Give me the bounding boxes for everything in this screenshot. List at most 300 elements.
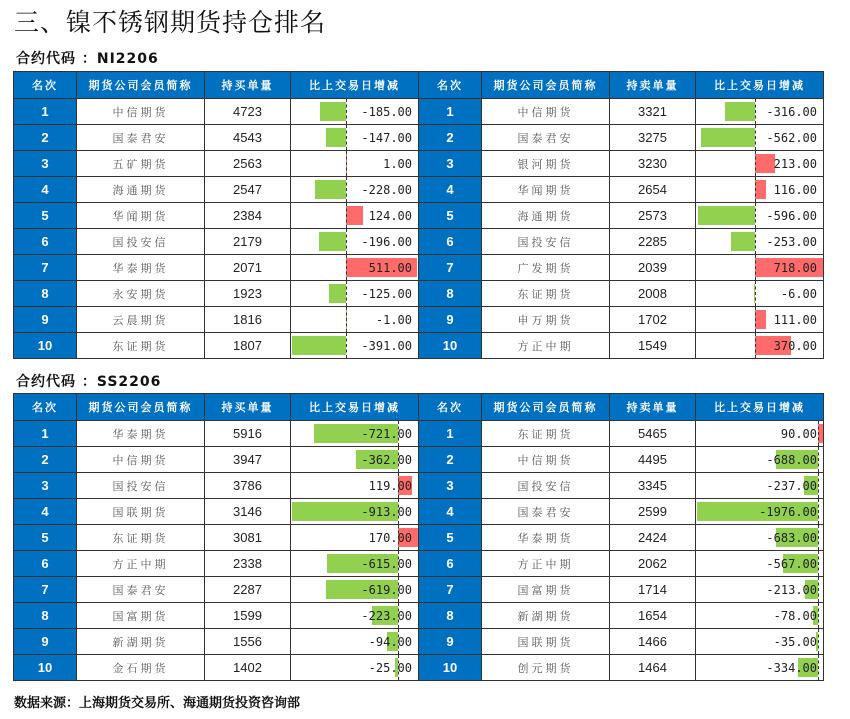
member-name-cell: 申万期货 [482,307,610,333]
table-row [14,421,419,447]
zero-axis-line [346,99,347,124]
quantity-cell: 3947 [205,447,291,473]
change-value: -147.00 [361,130,412,145]
quantity-cell: 2285 [610,229,696,255]
change-cell [696,151,824,177]
table-row [419,577,824,603]
rank-cell: 1 [14,99,77,125]
table-row [419,281,824,307]
quantity-cell: 2179 [205,229,291,255]
zero-axis-line [346,177,347,202]
header-qty: 持买单量 [205,72,291,99]
zero-axis-line [346,307,347,332]
quantity-cell: 1807 [205,333,291,359]
member-name-cell: 国投安信 [482,229,610,255]
rank-cell: 1 [14,421,77,447]
table-row [419,525,824,551]
quantity-cell: 3345 [610,473,696,499]
table-row [419,447,824,473]
header-change: 比上交易日增减 [291,72,419,99]
change-cell [291,99,419,125]
rank-cell: 3 [14,473,77,499]
change-cell [696,99,824,125]
change-value: -223.00 [361,608,412,623]
change-value: -94.00 [368,634,412,649]
change-cell [696,307,824,333]
change-cell [696,525,824,551]
change-value: 511.00 [368,260,412,275]
zero-axis-line [755,203,756,228]
table-row [14,255,419,281]
member-name-cell: 华泰期货 [77,255,205,281]
decrease-bar [326,128,346,147]
rank-cell: 8 [419,603,482,629]
change-cell [696,229,824,255]
change-cell [291,551,419,577]
header-rank: 名次 [14,394,77,421]
change-value: 90.00 [780,426,817,441]
table-row [14,125,419,151]
rank-cell: 3 [419,473,482,499]
table-row [14,151,419,177]
table-row [419,151,824,177]
rank-cell: 6 [14,551,77,577]
contract-label-ni: 合约代码 ：NI2206 [16,51,159,67]
zero-axis-line [755,125,756,150]
change-value: -35.00 [773,634,817,649]
quantity-cell: 1599 [205,603,291,629]
decrease-bar [698,206,755,225]
quantity-cell: 3786 [205,473,291,499]
member-name-cell: 银河期货 [482,151,610,177]
change-value: -567.00 [766,556,817,571]
change-cell [291,177,419,203]
rank-cell: 4 [419,177,482,203]
member-name-cell: 金石期货 [77,655,205,681]
table-row [14,333,419,359]
increase-bar [755,180,766,199]
change-value: -362.00 [361,452,412,467]
change-value: -253.00 [766,234,817,249]
rank-cell: 8 [14,603,77,629]
table-row [419,125,824,151]
quantity-cell: 2039 [610,255,696,281]
change-cell [696,603,824,629]
table-row [419,603,824,629]
change-value: -213.00 [766,582,817,597]
ss-long-position-table [13,393,419,681]
table-row [14,229,419,255]
table-row [419,421,824,447]
rank-cell: 2 [14,125,77,151]
rank-cell: 9 [419,307,482,333]
header-qty: 持卖单量 [610,72,696,99]
change-cell [291,151,419,177]
quantity-cell: 4543 [205,125,291,151]
zero-axis-line [755,333,756,358]
table-row [419,473,824,499]
change-cell [291,333,419,359]
quantity-cell: 2287 [205,577,291,603]
decrease-bar [319,232,346,251]
change-cell [696,473,824,499]
member-name-cell: 国富期货 [77,603,205,629]
change-cell [291,603,419,629]
table-row [14,525,419,551]
member-name-cell: 新湖期货 [77,629,205,655]
rank-cell: 9 [14,307,77,333]
table-row [14,281,419,307]
table-row [419,551,824,577]
member-name-cell: 国泰君安 [77,125,205,151]
change-value: -619.00 [361,582,412,597]
change-cell [291,125,419,151]
member-name-cell: 五矿期货 [77,151,205,177]
table-row [419,177,824,203]
table-row [14,447,419,473]
change-cell [291,229,419,255]
rank-cell: 6 [419,229,482,255]
member-name-cell: 中信期货 [77,99,205,125]
rank-cell: 7 [14,255,77,281]
member-name-cell: 国联期货 [482,629,610,655]
quantity-cell: 3230 [610,151,696,177]
table-row [14,203,419,229]
table-row [419,655,824,681]
member-name-cell: 国泰君安 [77,577,205,603]
member-name-cell: 云晨期货 [77,307,205,333]
member-name-cell: 华泰期货 [482,525,610,551]
change-value: -1.00 [375,312,412,327]
table-row [14,307,419,333]
rank-cell: 8 [419,281,482,307]
change-cell [696,499,824,525]
quantity-cell: 1549 [610,333,696,359]
change-cell [291,307,419,333]
header-row [14,72,419,99]
member-name-cell: 国富期货 [482,577,610,603]
rank-cell: 6 [419,551,482,577]
change-value: -228.00 [361,182,412,197]
rank-cell: 10 [14,655,77,681]
change-cell [696,177,824,203]
rank-cell: 7 [419,255,482,281]
quantity-cell: 2008 [610,281,696,307]
increase-bar [346,206,363,225]
change-cell [291,655,419,681]
header-member: 期货公司会员简称 [77,72,205,99]
quantity-cell: 1402 [205,655,291,681]
page-title: 三、镍不锈钢期货持仓排名 [14,8,327,37]
decrease-bar [329,284,346,303]
quantity-cell: 3275 [610,125,696,151]
zero-axis-line [755,151,756,176]
member-name-cell: 国泰君安 [482,125,610,151]
rank-cell: 5 [419,525,482,551]
zero-axis-line [755,281,756,306]
zero-axis-line [755,99,756,124]
change-value: -78.00 [773,608,817,623]
zero-axis-line [755,229,756,254]
table-row [14,629,419,655]
quantity-cell: 4495 [610,447,696,473]
quantity-cell: 1556 [205,629,291,655]
decrease-bar [731,232,755,251]
quantity-cell: 1466 [610,629,696,655]
member-name-cell: 海通期货 [482,203,610,229]
rank-cell: 5 [14,203,77,229]
change-cell [291,473,419,499]
quantity-cell: 3321 [610,99,696,125]
change-value: -615.00 [361,556,412,571]
change-cell [696,551,824,577]
change-cell [696,629,824,655]
decrease-bar [701,128,755,147]
rank-cell: 3 [419,151,482,177]
change-value: 1.00 [383,156,412,171]
quantity-cell: 2654 [610,177,696,203]
change-value: -683.00 [766,530,817,545]
rank-cell: 1 [419,99,482,125]
data-source-note: 数据来源：上海期货交易所、海通期货投资咨询部 [14,696,301,711]
quantity-cell: 2424 [610,525,696,551]
change-value: -562.00 [766,130,817,145]
rank-cell: 4 [14,499,77,525]
contract-label-ss: 合约代码 ：SS2206 [16,374,162,390]
header-row [419,72,824,99]
member-name-cell: 广发期货 [482,255,610,281]
member-name-cell: 国投安信 [77,473,205,499]
table-row [419,229,824,255]
change-cell [696,125,824,151]
decrease-bar [315,180,346,199]
quantity-cell: 1654 [610,603,696,629]
change-cell [696,255,824,281]
table-row [419,255,824,281]
member-name-cell: 国联期货 [77,499,205,525]
table-row [14,473,419,499]
member-name-cell: 华闻期货 [77,203,205,229]
table-row [14,655,419,681]
change-value: -185.00 [361,104,412,119]
quantity-cell: 1464 [610,655,696,681]
header-rank: 名次 [14,72,77,99]
quantity-cell: 2062 [610,551,696,577]
rank-cell: 4 [14,177,77,203]
change-value: 116.00 [773,182,817,197]
table-row [14,551,419,577]
change-value: -196.00 [361,234,412,249]
member-name-cell: 方正中期 [77,551,205,577]
rank-cell: 6 [14,229,77,255]
member-name-cell: 中信期货 [77,447,205,473]
zero-axis-line [346,255,347,280]
change-value: 124.00 [368,208,412,223]
member-name-cell: 中信期货 [482,99,610,125]
header-member: 期货公司会员简称 [77,394,205,421]
change-value: 370.00 [773,338,817,353]
change-value: 170.00 [368,530,412,545]
zero-axis-line [346,229,347,254]
rank-cell: 5 [419,203,482,229]
zero-axis-line [755,307,756,332]
table-row [14,603,419,629]
rank-cell: 10 [419,333,482,359]
rank-cell: 10 [14,333,77,359]
member-name-cell: 东证期货 [77,525,205,551]
quantity-cell: 2563 [205,151,291,177]
change-cell [291,255,419,281]
zero-axis-line [346,151,347,176]
header-change: 比上交易日增减 [696,394,824,421]
member-name-cell: 东证期货 [482,421,610,447]
change-value: 718.00 [773,260,817,275]
zero-axis-line [755,255,756,280]
header-row [419,394,824,421]
rank-cell: 2 [14,447,77,473]
change-value: -688.00 [766,452,817,467]
table-row [419,333,824,359]
change-cell [291,499,419,525]
change-cell [696,421,824,447]
member-name-cell: 国泰君安 [482,499,610,525]
quantity-cell: 2071 [205,255,291,281]
change-value: -596.00 [766,208,817,223]
increase-bar [755,310,766,329]
quantity-cell: 2384 [205,203,291,229]
change-cell [291,203,419,229]
increase-bar [755,154,775,173]
quantity-cell: 3146 [205,499,291,525]
decrease-bar [292,336,346,355]
change-value: 119.00 [368,478,412,493]
member-name-cell: 国投安信 [482,473,610,499]
change-cell [291,421,419,447]
change-cell [291,281,419,307]
zero-axis-line [346,281,347,306]
rank-cell: 7 [14,577,77,603]
rank-cell: 2 [419,125,482,151]
change-cell [696,203,824,229]
quantity-cell: 3081 [205,525,291,551]
decrease-bar [320,102,346,121]
header-rank: 名次 [419,72,482,99]
quantity-cell: 1816 [205,307,291,333]
rank-cell: 7 [419,577,482,603]
change-cell [291,629,419,655]
rank-cell: 4 [419,499,482,525]
change-value: -1976.00 [759,504,817,519]
ss-short-position-table [418,393,824,681]
header-member: 期货公司会员简称 [482,72,610,99]
member-name-cell: 新湖期货 [482,603,610,629]
quantity-cell: 1714 [610,577,696,603]
header-rank: 名次 [419,394,482,421]
change-cell [291,577,419,603]
change-cell [696,577,824,603]
table-row [419,629,824,655]
change-value: -25.00 [368,660,412,675]
quantity-cell: 2547 [205,177,291,203]
member-name-cell: 国投安信 [77,229,205,255]
decrease-bar [725,102,755,121]
table-row [419,203,824,229]
header-change: 比上交易日增减 [696,72,824,99]
change-cell [291,525,419,551]
rank-cell: 1 [419,421,482,447]
change-cell [696,655,824,681]
member-name-cell: 海通期货 [77,177,205,203]
member-name-cell: 东证期货 [482,281,610,307]
table-row [14,499,419,525]
zero-axis-line [346,125,347,150]
header-row [14,394,419,421]
header-qty: 持买单量 [205,394,291,421]
change-value: -6.00 [780,286,817,301]
rank-cell: 9 [14,629,77,655]
change-value: -913.00 [361,504,412,519]
ni-short-position-table [418,71,824,359]
change-cell [696,447,824,473]
table-row [14,99,419,125]
table-row [419,499,824,525]
rank-cell: 9 [419,629,482,655]
change-cell [696,333,824,359]
quantity-cell: 4723 [205,99,291,125]
change-cell [696,281,824,307]
table-row [419,99,824,125]
quantity-cell: 5916 [205,421,291,447]
member-name-cell: 方正中期 [482,551,610,577]
change-value: 213.00 [773,156,817,171]
change-value: 111.00 [773,312,817,327]
table-row [14,577,419,603]
member-name-cell: 永安期货 [77,281,205,307]
member-name-cell: 中信期货 [482,447,610,473]
change-value: -316.00 [766,104,817,119]
change-value: -334.00 [766,660,817,675]
zero-axis-line [346,203,347,228]
table-row [419,307,824,333]
quantity-cell: 1702 [610,307,696,333]
member-name-cell: 华闻期货 [482,177,610,203]
zero-axis-line [346,333,347,358]
member-name-cell: 东证期货 [77,333,205,359]
table-row [14,177,419,203]
change-value: -721.00 [361,426,412,441]
quantity-cell: 2338 [205,551,291,577]
change-value: -237.00 [766,478,817,493]
change-value: -391.00 [361,338,412,353]
quantity-cell: 5465 [610,421,696,447]
quantity-cell: 2573 [610,203,696,229]
rank-cell: 2 [419,447,482,473]
quantity-cell: 2599 [610,499,696,525]
change-value: -125.00 [361,286,412,301]
ni-long-position-table [13,71,419,359]
header-qty: 持卖单量 [610,394,696,421]
quantity-cell: 1923 [205,281,291,307]
rank-cell: 10 [419,655,482,681]
zero-axis-line [755,177,756,202]
rank-cell: 8 [14,281,77,307]
header-member: 期货公司会员简称 [482,394,610,421]
rank-cell: 5 [14,525,77,551]
header-change: 比上交易日增减 [291,394,419,421]
member-name-cell: 华泰期货 [77,421,205,447]
member-name-cell: 方正中期 [482,333,610,359]
rank-cell: 3 [14,151,77,177]
